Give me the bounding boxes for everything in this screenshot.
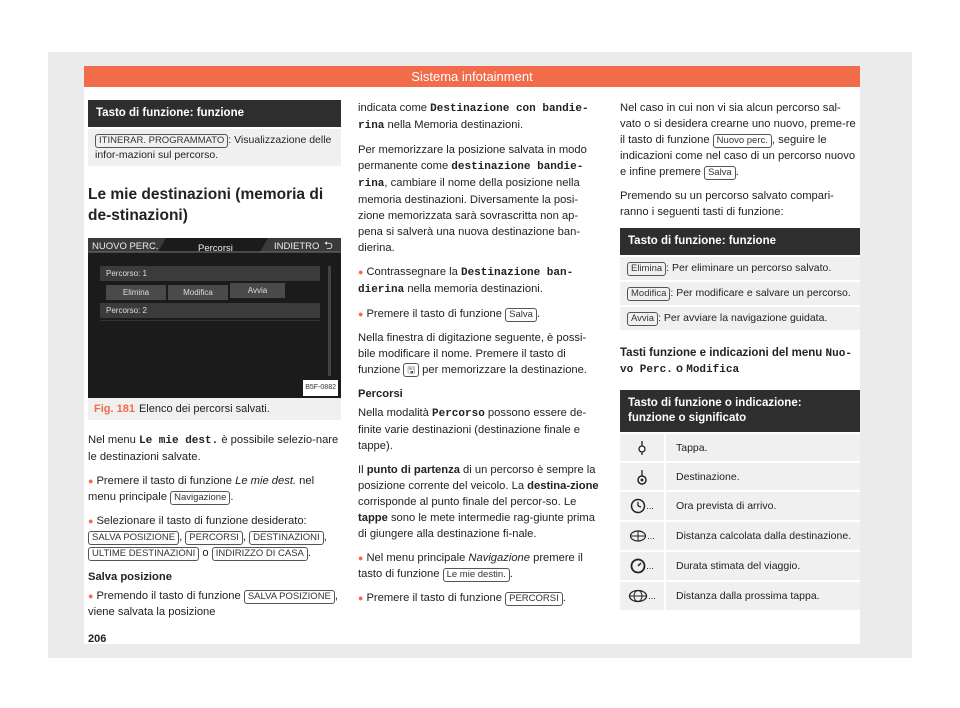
key-itinerario: ITINERAR. PROGRAMMATO	[95, 134, 228, 148]
tab-percorsi[interactable]: Percorsi	[198, 243, 233, 254]
figure-number: Fig. 181	[94, 403, 135, 415]
column-3	[620, 100, 860, 610]
paragraph: Il punto di partenza di un percorso è sempre la posizione corrente del veicolo. La destina-zione corrisponde al punto finale del percor-so. Le tappe sono le mete intermedie rag-giunte prima di giungere alla destinazione fi-nale.	[358, 464, 599, 540]
function-table	[620, 228, 860, 330]
scrollbar[interactable]	[328, 266, 331, 376]
bullet-item: ● Premere il tasto di funzione PERCORSI .	[358, 592, 566, 604]
page-number: 206	[88, 633, 107, 645]
table-row: ... Durata stimata del viaggio.	[620, 550, 860, 580]
paragraph: Nel menu Le mie dest. è possibile selezio-nare le destinazioni salvate.	[88, 434, 339, 463]
back-arrow-icon[interactable]: ⮌	[324, 240, 333, 252]
clock-icon	[630, 498, 646, 514]
icon-table-header: Tasto di funzione o indicazione: funzione o significato	[620, 390, 860, 432]
figure-caption-text: Elenco dei percorsi salvati.	[138, 403, 270, 415]
paragraph: Nella modalità Percorso possono essere de-finite varie destinazioni (destinazione finale e tappe).	[358, 407, 587, 452]
section-heading: Le mie destinazioni (memoria di de-stinazioni)	[88, 186, 324, 224]
route-row-1[interactable]: Percorso: 1	[100, 266, 320, 281]
table-row: Modifica : Per modificare e salvare un percorso.	[620, 280, 860, 305]
tab-nuovo-perc[interactable]: NUOVO PERC.	[92, 241, 159, 252]
section-header: Sistema infotainment	[84, 66, 860, 87]
bullet-item: ● Contrassegnare la Destinazione ban-dierina nella memoria destinazioni.	[358, 266, 574, 296]
waypoint-icon	[635, 440, 649, 456]
paragraph: Nel caso in cui non vi sia alcun percorso sal-vato o si desidera crearne uno nuovo, preme-re il tasto di funzione Nuovo perc. , seguire le indicazioni come nel caso di un percorso nuovo e infine premere Salva .	[620, 102, 856, 178]
table-row: ... Ora prevista di arrivo.	[620, 490, 860, 520]
next-stop-distance-icon	[628, 589, 648, 603]
column-1	[88, 100, 341, 628]
paragraph: indicata come Destinazione con bandie-rina nella Memoria destinazioni.	[358, 102, 589, 132]
column-2	[358, 100, 602, 614]
table-row: Tappa.	[620, 432, 860, 461]
bullet-item: ● Premere il tasto di funzione Salva .	[358, 308, 540, 320]
function-table-header: Tasto di funzione: funzione	[88, 100, 341, 127]
table-row: ... Distanza calcolata dalla destinazione.	[620, 520, 860, 550]
key-percorsi: PERCORSI	[505, 592, 563, 606]
figure-code: B5F-0882	[303, 380, 338, 396]
paragraph: Premendo su un percorso salvato compari-ranno i seguenti tasti di funzione:	[620, 190, 834, 218]
bullet-item: ● Nel menu principale Navigazione premere il tasto di funzione Le mie destin. .	[358, 552, 583, 580]
table-row: Elimina : Per eliminare un percorso salvato.	[620, 255, 860, 280]
function-table-row	[88, 127, 341, 166]
key-salva: Salva	[505, 308, 537, 322]
bullet-item: ● Selezionare il tasto di funzione desiderato: SALVA POSIZIONE , PERCORSI , DESTINAZIONI , ULTIME DESTINAZIONI o INDIRIZZO DI CASA .	[88, 515, 327, 559]
figure-caption	[88, 398, 341, 420]
paragraph: Per memorizzare la posizione salvata in modo permanente come destinazione bandie-rina, cambiare il nome della posizione nella memoria destinazioni. Diversamente la posi-zione memorizzata sarà sovrascritta non ap-pena si salverà una nuova destinazione ban-dierina.	[358, 144, 587, 254]
subheading: Percorsi	[358, 388, 403, 400]
function-desc: : Visualizzazione delle infor-mazioni sul percorso.	[95, 134, 332, 161]
delete-button[interactable]: Elimina	[106, 285, 166, 300]
distance-icon	[629, 529, 647, 543]
key-salva: Salva	[704, 166, 736, 180]
save-disk-icon: 🖫	[403, 363, 419, 377]
route-row-2[interactable]: Percorso: 2	[100, 303, 320, 318]
table-row: Avvia : Per avviare la navigazione guidata.	[620, 305, 860, 330]
bullet-item: ● Premere il tasto di funzione Le mie dest. nel menu principale Navigazione .	[88, 475, 315, 503]
empty-list-area	[100, 320, 320, 380]
bullet-item: ● Premendo il tasto di funzione SALVA POSIZIONE , viene salvata la posizione	[88, 590, 339, 618]
table-row: Destinazione.	[620, 461, 860, 490]
table-heading: Tasti funzione e indicazioni del menu Nuo-vo Perc. o Modifica	[620, 347, 852, 376]
destination-icon	[635, 469, 649, 485]
subheading: Salva posizione	[88, 571, 172, 583]
paragraph: Nella finestra di digitazione seguente, è possi-bile modificare il nome. Premere il tasto di funzione 🖫 per memorizzare la destinazione.	[358, 332, 587, 376]
table-row: ... Distanza dalla prossima tappa.	[620, 580, 860, 610]
duration-icon	[630, 558, 646, 574]
key-navigazione: Navigazione	[170, 491, 230, 505]
tab-indietro[interactable]: INDIETRO	[274, 241, 320, 252]
icon-table	[620, 390, 860, 610]
function-table-header: Tasto di funzione: funzione	[620, 228, 860, 255]
key-le-mie-destin: Le mie destin.	[443, 568, 510, 582]
edit-button[interactable]: Modifica	[168, 285, 228, 300]
route-list-figure	[88, 238, 341, 398]
start-button[interactable]: Avvia	[230, 283, 285, 298]
key-nuovo-perc: Nuovo perc.	[713, 134, 772, 148]
